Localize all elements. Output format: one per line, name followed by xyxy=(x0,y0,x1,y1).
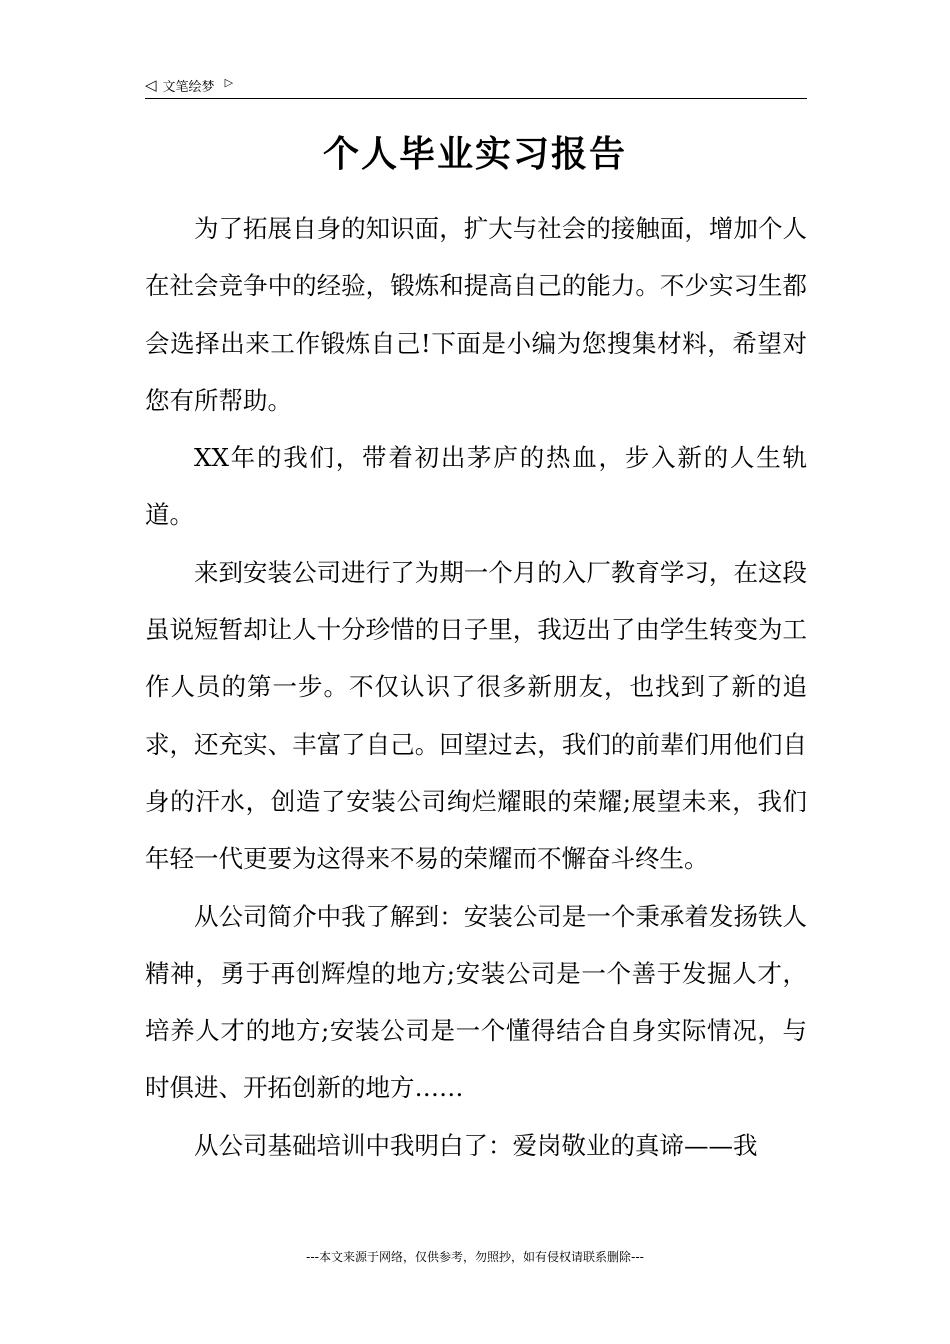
page-footer: ---本文来源于网络，仅供参考，勿照抄，如有侵权请联系删除--- xyxy=(306,1250,644,1264)
document-title: 个人毕业实习报告 xyxy=(322,134,627,175)
triangle-left-icon: ◁ xyxy=(145,76,157,94)
page-header xyxy=(145,72,807,99)
paragraph: 从公司简介中我了解到：安装公司是一个秉承着发扬铁人精神，勇于再创辉煌的地方;安装公司是一个善于发掘人才，培养人才的地方;安装公司是一个懂得结合自身实际情况，与时俱进、开拓创新的地方…… xyxy=(145,901,807,1103)
paragraph: XX年的我们，带着初出茅庐的热血，步入新的人生轨道。 xyxy=(145,443,807,530)
paragraph: 为了拓展自身的知识面，扩大与社会的接触面，增加个人在社会竞争中的经验，锻炼和提高自己的能力。不少实习生都会选择出来工作锻炼自己!下面是小编为您搜集材料，希望对您有所帮助。 xyxy=(145,214,807,415)
brand-text: 文笔绘梦 xyxy=(162,80,215,95)
paragraph: 从公司基础培训中我明白了：爱岗敬业的真谛——我 xyxy=(194,1130,758,1160)
paragraph: 来到安装公司进行了为期一个月的入厂教育学习，在这段虽说短暂却让人十分珍惜的日子里，我迈出了由学生转变为工作人员的第一步。不仅认识了很多新朋友，也找到了新的追求，还充实、丰富了自己。回望过去，我们的前辈们用他们自身的汗水，创造了安装公司绚烂耀眼的荣耀;展望未来，我们年轻一代更要为这得来不易的荣耀而不懈奋斗终生。 xyxy=(145,557,807,874)
document-body xyxy=(145,200,807,1174)
header-brand xyxy=(145,76,233,95)
triangle-right-icon: ▷ xyxy=(224,76,234,89)
